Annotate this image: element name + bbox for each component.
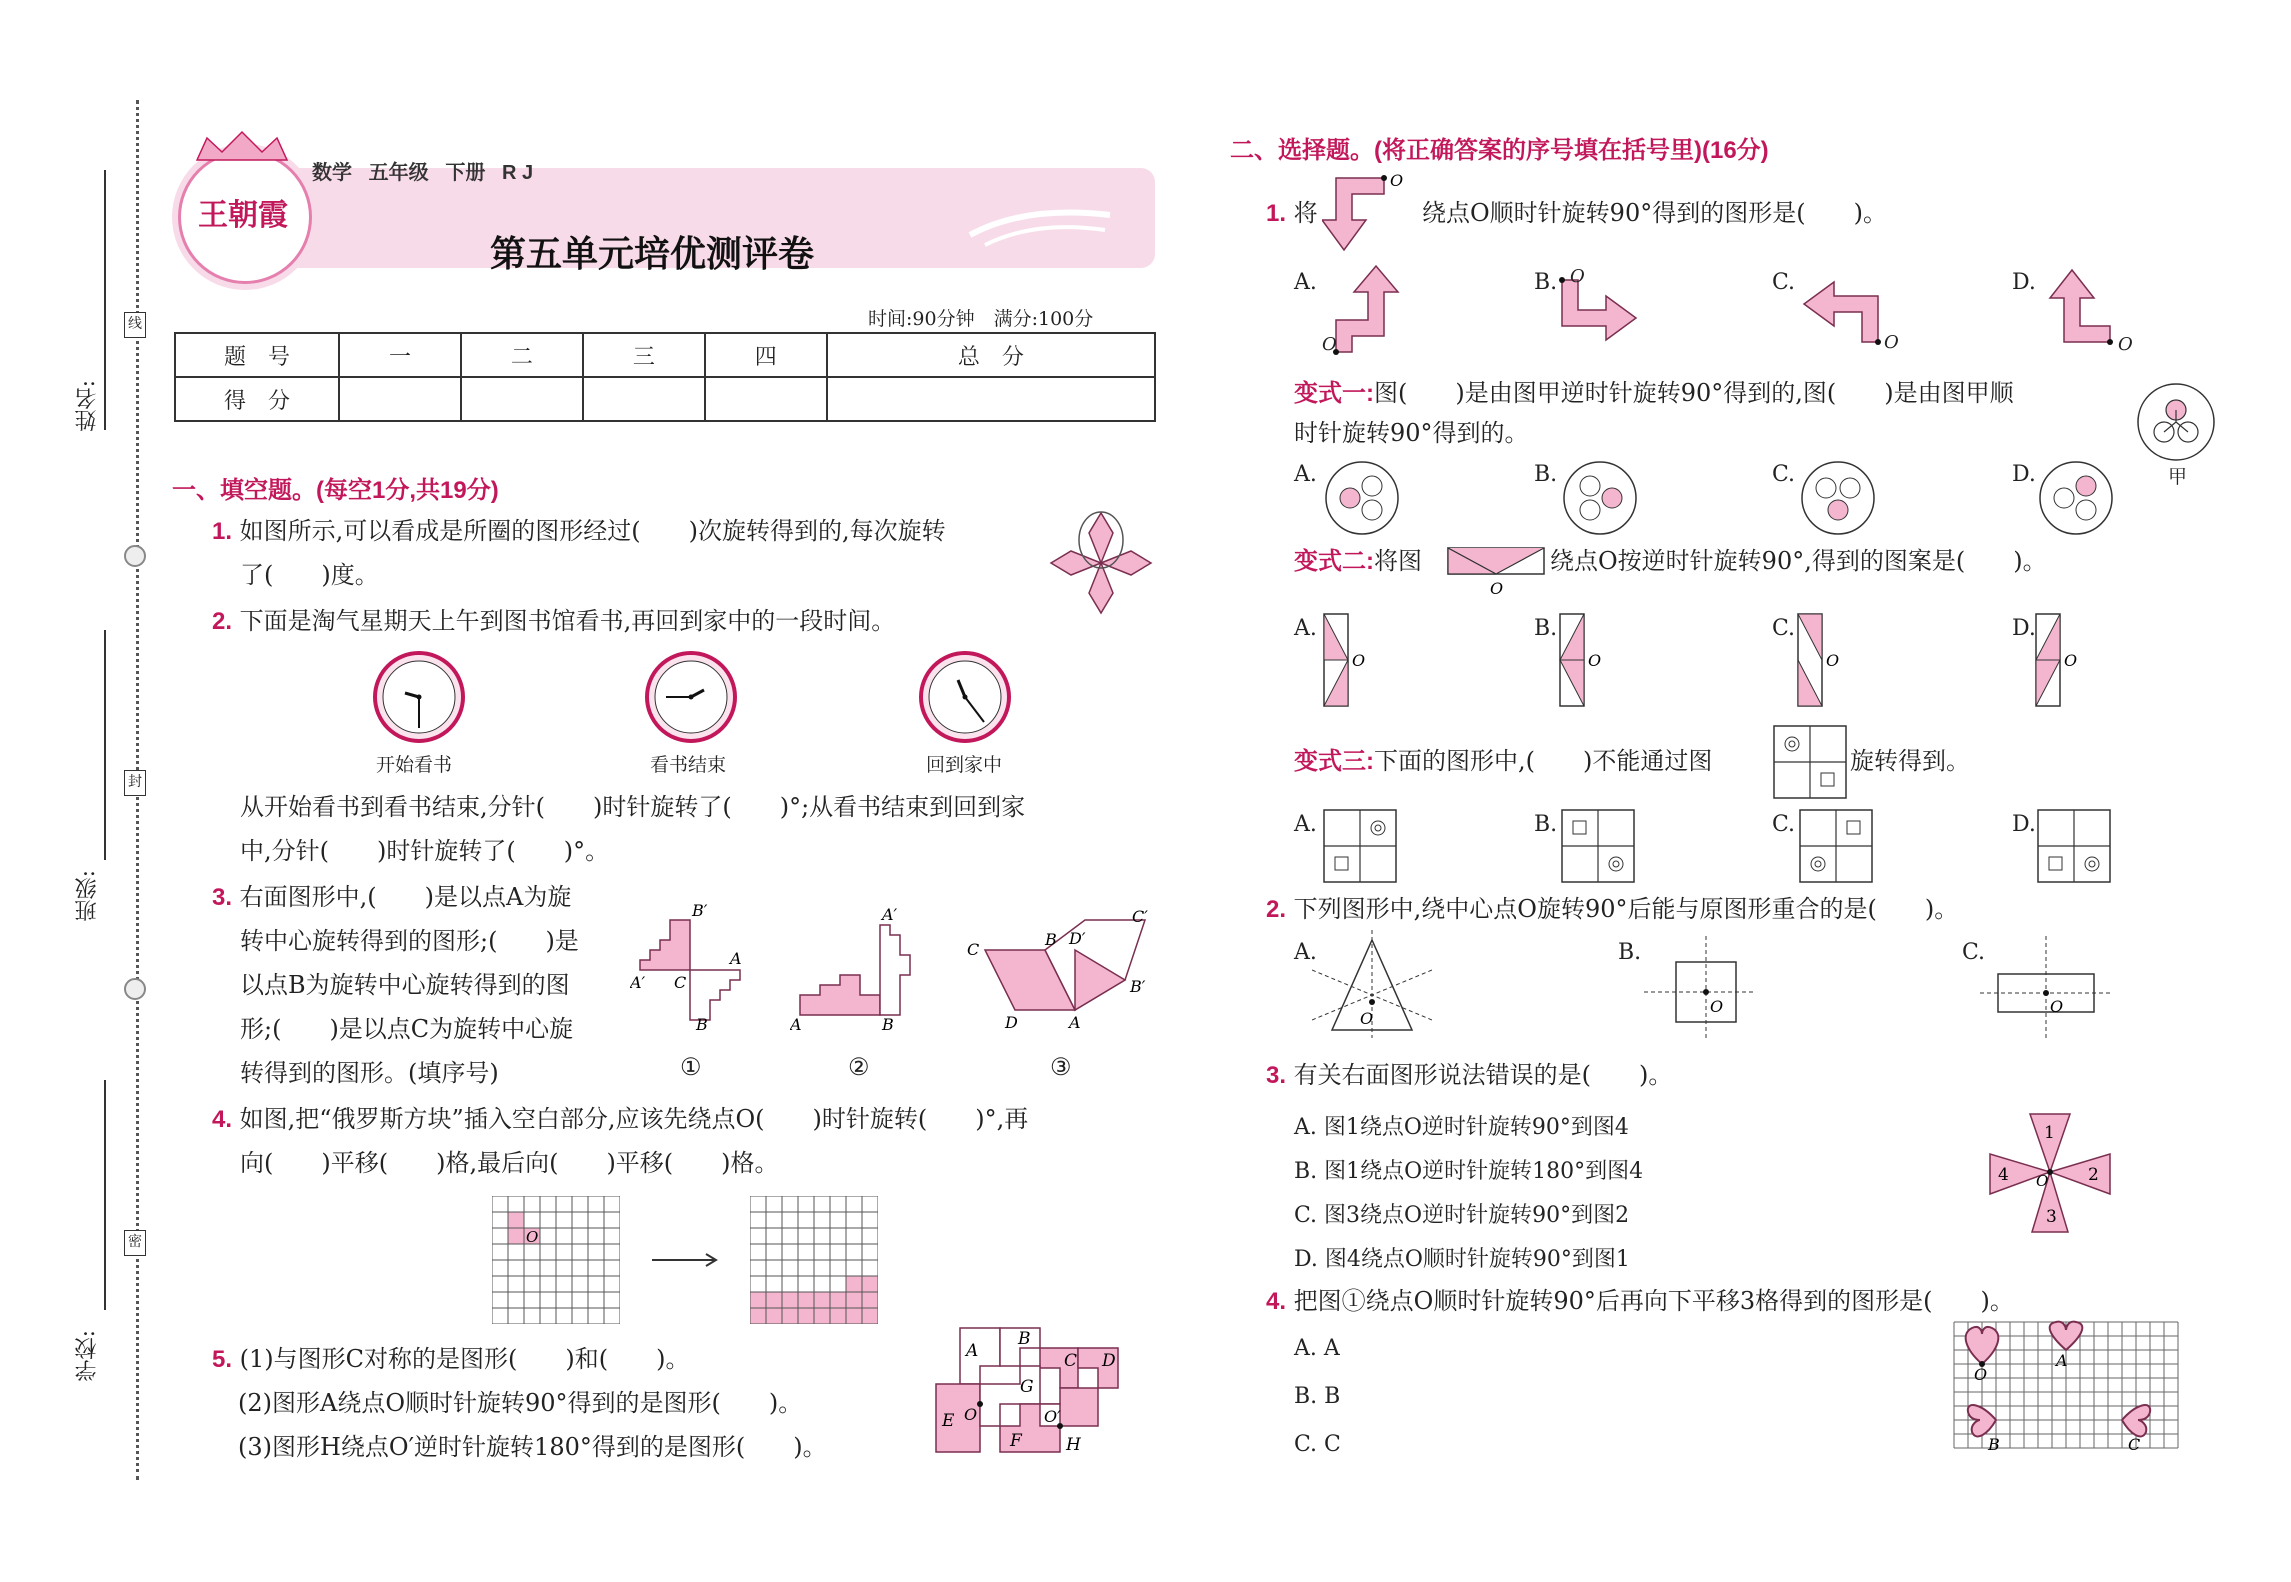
binding-hole-icon: [124, 978, 146, 1000]
option-text[interactable]: B. 图1绕点O逆时针旋转180°到图4: [1294, 1159, 1644, 1184]
q3-figure-3: [965, 900, 1165, 1030]
school-label: 学校:: [75, 1330, 100, 1382]
grid-label: C: [2128, 1435, 2141, 1454]
variant-label: 变式二:: [1294, 548, 1374, 575]
table-row: [175, 377, 1155, 421]
grid-label: A: [2056, 1351, 2068, 1370]
puzzle-label: B: [1018, 1329, 1031, 1349]
clock-start-icon: [372, 650, 466, 744]
line-mark-box: 线: [124, 312, 146, 338]
svg-text:C: C: [674, 973, 687, 992]
v2-figure: [1446, 542, 1550, 598]
svg-text:O: O: [2036, 1172, 2049, 1190]
question-text: 旋转得到。: [1850, 747, 1970, 775]
option-label[interactable]: A.: [1294, 940, 1317, 965]
name-field-line: [104, 170, 106, 430]
brand-logo-text: 王朝霞: [198, 198, 288, 233]
option-label[interactable]: A.: [1294, 812, 1317, 837]
puzzle-label: G: [1020, 1377, 1034, 1397]
table-row: [175, 333, 1155, 377]
score-input-cell[interactable]: [705, 377, 827, 421]
section2-heading: 二、选择题。(将正确答案的序号填在括号里)(16分): [1230, 137, 1769, 164]
header-edition: R J: [502, 162, 534, 184]
option-label[interactable]: C.: [1772, 812, 1796, 837]
option-label[interactable]: B.: [1618, 940, 1642, 965]
question-text: 将图: [1374, 547, 1422, 575]
option-label[interactable]: C.: [1772, 616, 1796, 641]
option-label[interactable]: A.: [1294, 616, 1317, 641]
header-subject: 数学: [312, 162, 352, 184]
svg-text:O: O: [1390, 172, 1404, 190]
q5-puzzle-figure: [934, 1326, 1146, 1456]
q4-heart-grid: [1952, 1320, 2182, 1456]
svg-text:A: A: [1069, 1013, 1081, 1030]
svg-text:A′: A′: [882, 905, 898, 924]
question-text: 向( )平移( )格,最后向( )平移( )格。: [240, 1149, 779, 1177]
puzzle-label: D: [1102, 1351, 1116, 1371]
class-label: 班级:: [75, 870, 100, 922]
v3-option-b: [1560, 808, 1636, 884]
tetris-grid-after: [750, 1196, 878, 1324]
section1-heading: 一、填空题。(每空1分,共19分): [172, 477, 499, 504]
option-label[interactable]: B.: [1534, 616, 1558, 641]
v3-option-c: [1798, 808, 1874, 884]
header-grade: 五年级: [368, 162, 429, 184]
question-number: 2.: [212, 608, 233, 635]
option-label[interactable]: C.: [1772, 462, 1796, 487]
svg-text:D′: D′: [1069, 929, 1086, 948]
svg-text:A: A: [730, 949, 742, 968]
svg-text:O: O: [2050, 997, 2064, 1016]
table-cell: 得 分: [175, 377, 339, 421]
q3-figure-2: [790, 900, 930, 1030]
question-text: 图( )是由图甲逆时针旋转90°得到的,图( )是由图甲顺: [1374, 379, 2014, 407]
grid-label: B: [1988, 1435, 2000, 1454]
question-text: 从开始看书到看书结束,分针( )时针旋转了( )°;从看书结束到回到家: [240, 793, 1026, 821]
variant-label: 变式三:: [1294, 748, 1374, 775]
svg-text:A′: A′: [630, 973, 646, 992]
v3-option-a: [1322, 808, 1398, 884]
table-cell: 三: [583, 333, 705, 377]
question-text: 时针旋转90°得到的。: [1294, 419, 1529, 447]
q2-option-b: [1636, 930, 1756, 1040]
svg-text:O: O: [1490, 579, 1504, 598]
option-label[interactable]: B.: [1534, 812, 1558, 837]
question-number: 1.: [1266, 200, 1287, 227]
svg-text:C: C: [967, 940, 980, 959]
svg-text:B′: B′: [1130, 977, 1146, 996]
v3-figure: [1772, 724, 1848, 800]
v2-option-a: [1320, 612, 1370, 712]
option-text[interactable]: A. A: [1294, 1336, 1340, 1361]
class-field-line: [104, 630, 106, 860]
question-text: 转得到的图形。(填序号): [240, 1059, 499, 1087]
q3-pinwheel-figure: [1984, 1110, 2116, 1236]
question-text: 下面是淘气星期天上午到图书馆看书,再回到家中的一段时间。: [239, 607, 896, 635]
score-input-cell[interactable]: [827, 377, 1155, 421]
svg-text:A: A: [790, 1015, 802, 1030]
table-cell: 四: [705, 333, 827, 377]
svg-text:O: O: [1360, 1009, 1374, 1028]
puzzle-label: O′: [1044, 1407, 1061, 1426]
question-text: 把图①绕点O顺时针旋转90°后再向下平移3格得到的图形是( )。: [1293, 1287, 2014, 1315]
option-label[interactable]: D.: [2012, 812, 2036, 837]
svg-text:O: O: [2064, 651, 2078, 670]
svg-text:C′: C′: [1132, 907, 1148, 926]
question-text: 绕点O顺时针旋转90°得到的图形是( )。: [1422, 199, 1887, 227]
question-text: 将: [1293, 199, 1318, 227]
pinwheel-number: 4: [1998, 1165, 2009, 1185]
q3-figure-1: [630, 900, 750, 1030]
fig-number: ②: [848, 1053, 870, 1081]
option-label[interactable]: C.: [1772, 270, 1796, 295]
question-text: 下面的图形中,( )不能通过图: [1374, 747, 1713, 775]
banner-swoosh-icon: [965, 195, 1115, 255]
option-text[interactable]: C. 图3绕点O逆时针旋转90°到图2: [1294, 1203, 1630, 1228]
name-label: 姓名:: [75, 380, 100, 432]
table-cell: 二: [461, 333, 583, 377]
v2-option-b: [1556, 612, 1606, 712]
page-title: 第五单元培优测评卷: [490, 233, 815, 274]
table-cell: 题 号: [175, 333, 339, 377]
v1-option-d: [2036, 458, 2116, 538]
puzzle-label: F: [1010, 1431, 1022, 1451]
question-text: 中,分针( )时针旋转了( )°。: [240, 837, 610, 865]
puzzle-label: C: [1064, 1351, 1078, 1371]
fig-number: ③: [1050, 1053, 1072, 1081]
svg-text:D: D: [1005, 1013, 1018, 1030]
question-text: 下列图形中,绕中心点O旋转90°后能与原图形重合的是( )。: [1293, 895, 1959, 923]
score-input-cell[interactable]: [461, 377, 583, 421]
rotated-pattern-figure: [1046, 508, 1156, 618]
arrow-shape-figure: [1322, 172, 1418, 258]
puzzle-label: E: [942, 1411, 955, 1431]
puzzle-label: H: [1066, 1435, 1081, 1455]
score-input-cell[interactable]: [339, 377, 461, 421]
header-volume: 下册: [445, 162, 486, 184]
option-text[interactable]: B. B: [1294, 1384, 1341, 1409]
svg-text:O: O: [1826, 651, 1840, 670]
option-label[interactable]: A.: [1294, 462, 1317, 487]
arrow-right-icon: [650, 1250, 720, 1270]
secret-mark-box: 密: [124, 1230, 146, 1256]
binding-hole-icon: [124, 545, 146, 567]
question-number: 4.: [1266, 1288, 1287, 1315]
option-text[interactable]: A. 图1绕点O逆时针旋转90°到图4: [1294, 1115, 1629, 1140]
figure-jia-label: 甲: [2168, 466, 2188, 488]
question-text: (3)图形H绕点O′逆时针旋转180°得到的是图形( )。: [238, 1433, 827, 1461]
svg-text:B′: B′: [692, 901, 708, 920]
option-label[interactable]: D.: [2012, 270, 2036, 295]
pinwheel-number: 1: [2044, 1123, 2055, 1143]
clock-label: 开始看书: [376, 754, 453, 776]
svg-text:B: B: [696, 1015, 708, 1030]
question-text: 形;( )是以点C为旋转中心旋: [240, 1015, 574, 1043]
table-cell: 总 分: [827, 333, 1155, 377]
score-table: [174, 332, 1156, 422]
crown-icon: [192, 130, 292, 164]
table-cell: 一: [339, 333, 461, 377]
svg-text:B: B: [1045, 930, 1057, 949]
score-input-cell[interactable]: [583, 377, 705, 421]
clock-end-icon: [644, 650, 738, 744]
q1-option-d: [2040, 262, 2150, 358]
question-number: 3.: [1266, 1062, 1287, 1089]
v1-option-c: [1798, 458, 1878, 538]
v1-option-a: [1322, 458, 1402, 538]
question-text: 如图,把“俄罗斯方块”插入空白部分,应该先绕点O( )时针旋转( )°,再: [239, 1105, 1029, 1133]
v1-option-b: [1560, 458, 1640, 538]
question-text: 转中心旋转得到的图形;( )是: [240, 927, 579, 955]
fig-number: ①: [680, 1053, 702, 1081]
tetris-grid-before: [492, 1196, 620, 1324]
question-text: 有关右面图形说法错误的是( )。: [1293, 1061, 1673, 1089]
pinwheel-number: 2: [2088, 1165, 2099, 1185]
option-label[interactable]: D.: [2012, 462, 2036, 487]
seal-mark-box: 封: [124, 770, 146, 796]
svg-text:O: O: [1352, 651, 1366, 670]
question-number: 5.: [212, 1346, 233, 1373]
option-label[interactable]: C.: [1962, 940, 1986, 965]
question-number: 1.: [212, 518, 233, 545]
clock-home-icon: [918, 650, 1012, 744]
option-label[interactable]: B.: [1534, 270, 1558, 295]
svg-text:B: B: [882, 1015, 894, 1030]
clock-label: 回到家中: [926, 754, 1003, 776]
svg-text:O: O: [1710, 997, 1724, 1016]
pinwheel-number: 3: [2046, 1207, 2057, 1227]
question-text: 以点B为旋转中心旋转得到的图: [240, 971, 570, 999]
svg-text:O: O: [526, 1228, 539, 1246]
figure-jia: [2134, 380, 2218, 464]
question-text: 如图所示,可以看成是所圈的图形经过( )次旋转得到的,每次旋转: [239, 517, 946, 545]
puzzle-label: A: [966, 1341, 979, 1361]
v2-option-c: [1794, 612, 1844, 712]
question-number: 4.: [212, 1106, 233, 1133]
v2-option-d: [2032, 612, 2082, 712]
time-info: 时间:90分钟 满分:100分: [868, 308, 1094, 330]
option-text[interactable]: C. C: [1294, 1432, 1341, 1457]
q2-option-a: [1312, 930, 1432, 1040]
question-number: 2.: [1266, 896, 1287, 923]
question-text: 绕点O按逆时针旋转90°,得到的图案是( )。: [1550, 547, 2047, 575]
q1-option-a: [1330, 262, 1420, 358]
q2-option-c: [1978, 930, 2114, 1040]
option-label[interactable]: D.: [2012, 616, 2036, 641]
variant-label: 变式一:: [1294, 380, 1374, 407]
grid-label: O: [1974, 1365, 1988, 1384]
svg-text:O: O: [1588, 651, 1602, 670]
clock-label: 看书结束: [650, 754, 727, 776]
question-text: (2)图形A绕点O顺时针旋转90°得到的是图形( )。: [238, 1389, 803, 1417]
question-number: 3.: [212, 884, 233, 911]
option-label[interactable]: A.: [1294, 270, 1317, 295]
puzzle-label: O: [964, 1405, 978, 1424]
option-text[interactable]: D. 图4绕点O顺时针旋转90°到图1: [1294, 1247, 1630, 1272]
question-text: 右面图形中,( )是以点A为旋: [239, 883, 572, 911]
question-text: (1)与图形C对称的是图形( )和( )。: [239, 1345, 690, 1373]
question-text: 了( )度。: [240, 561, 379, 589]
v3-option-d: [2036, 808, 2112, 884]
option-label[interactable]: B.: [1534, 462, 1558, 487]
school-field-line: [104, 1080, 106, 1310]
